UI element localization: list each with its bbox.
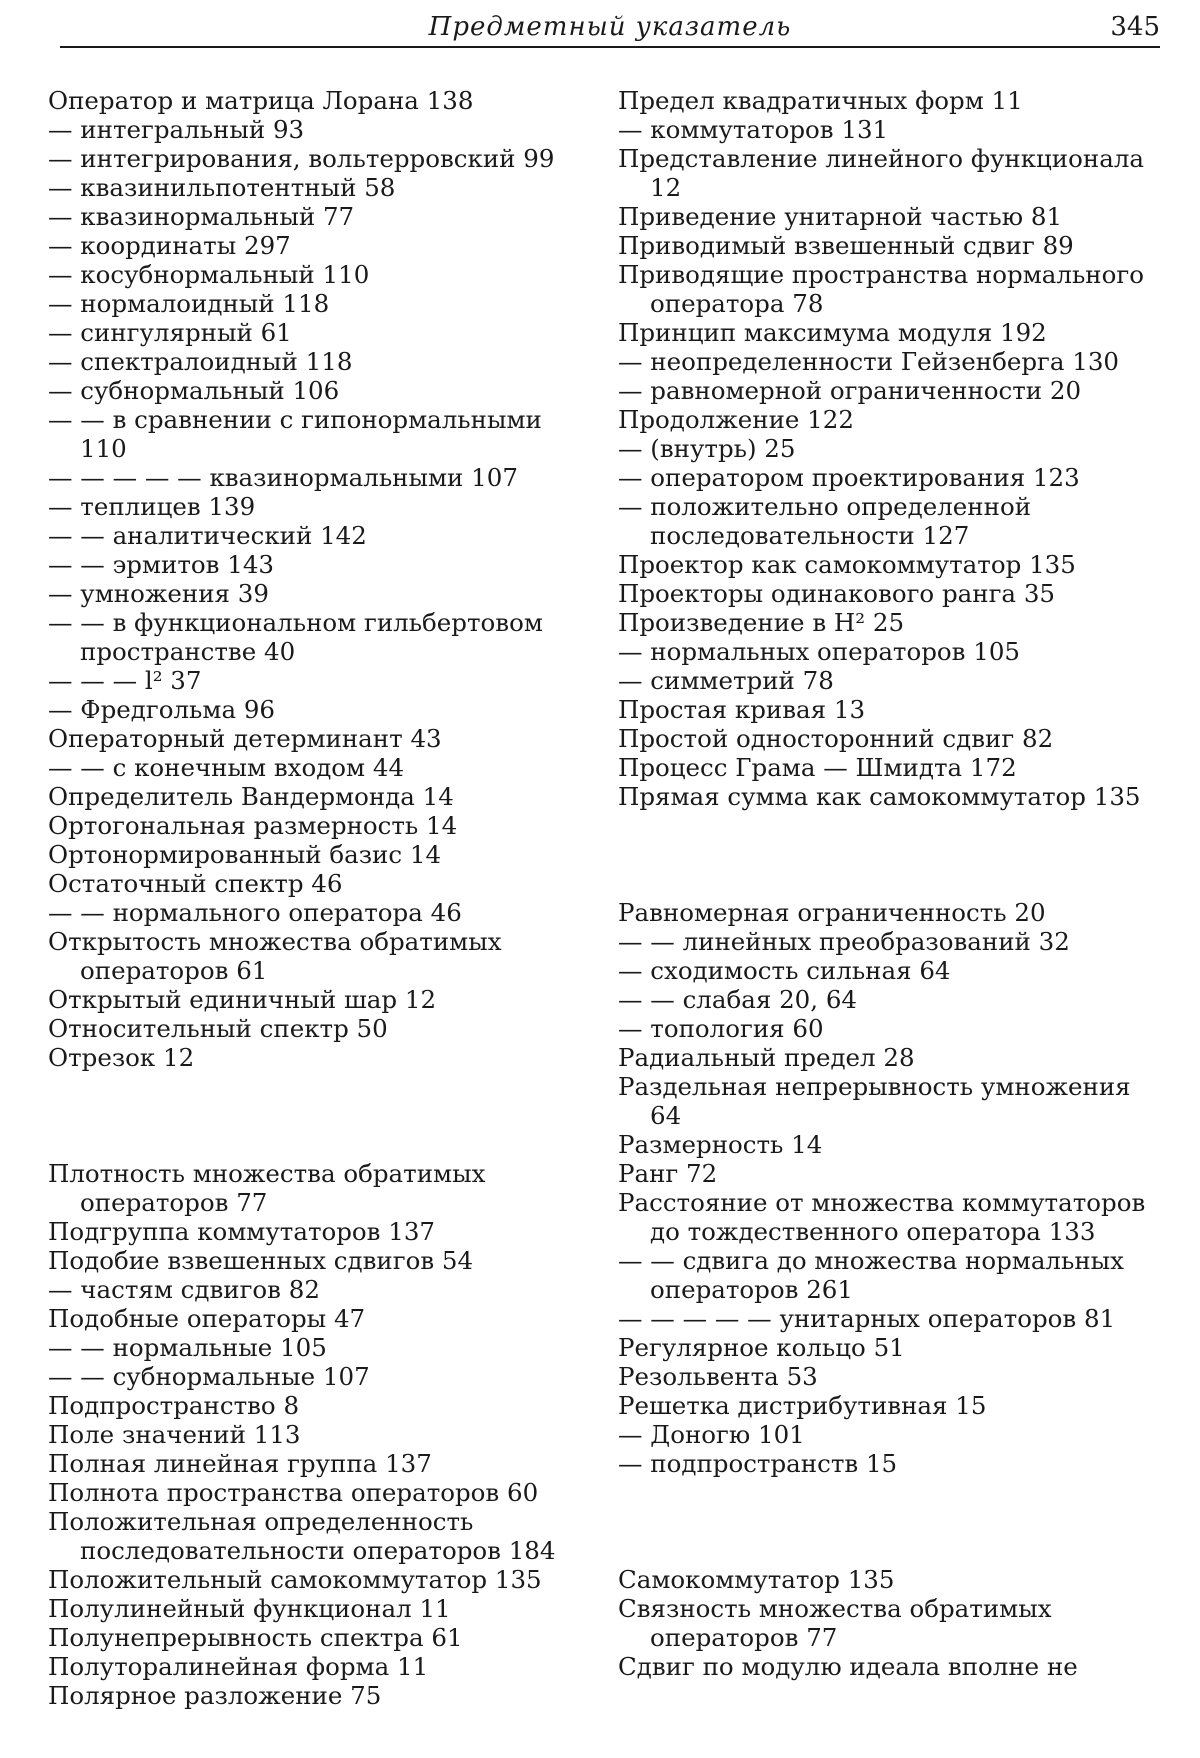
- index-entry: — равномерной ограниченности 20: [618, 376, 1082, 405]
- index-entry: Ранг 72: [618, 1159, 718, 1188]
- index-entry: Остаточный спектр 46: [48, 869, 343, 898]
- running-title: Предметный указатель: [428, 12, 792, 42]
- index-entry: — квазинормальный 77: [48, 202, 355, 231]
- index-entry: Подгруппа коммутаторов 137: [48, 1217, 436, 1246]
- index-entry: Приводящие пространства нормального оператора 78: [618, 260, 1144, 318]
- index-entry: — — — l² 37: [48, 666, 202, 695]
- index-entry: Ортонормированный базис 14: [48, 840, 442, 869]
- index-entry: Резольвента 53: [618, 1362, 818, 1391]
- index-entry: Радиальный предел 28: [618, 1043, 915, 1072]
- index-entry: Расстояние от множества коммутаторов до тождественного оператора 133: [618, 1188, 1146, 1246]
- index-entry: Отрезок 12: [48, 1043, 195, 1072]
- index-entry: — топология 60: [618, 1014, 824, 1043]
- running-header: [60, 8, 1160, 46]
- index-entry: — умножения 39: [48, 579, 269, 608]
- index-entry: — интегрирования, вольтерровский 99: [48, 144, 555, 173]
- page-number: 345: [1110, 12, 1160, 42]
- index-entry: Открытый единичный шар 12: [48, 985, 437, 1014]
- index-entry: Относительный спектр 50: [48, 1014, 388, 1043]
- index-entry: Подобие взвешенных сдвигов 54: [48, 1246, 474, 1275]
- index-entry: — нормальных операторов 105: [618, 637, 1021, 666]
- index-entry: — коммутаторов 131: [618, 115, 889, 144]
- index-entry: Проекторы одинакового ранга 35: [618, 579, 1055, 608]
- index-entry: Равномерная ограниченность 20: [618, 898, 1046, 927]
- index-entry: — — эрмитов 143: [48, 550, 275, 579]
- index-entry: Простая кривая 13: [618, 695, 866, 724]
- index-entry: — сходимость сильная 64: [618, 956, 951, 985]
- index-entry: Полуторалинейная форма 11: [48, 1652, 429, 1681]
- index-entry: — — нормального оператора 46: [48, 898, 462, 927]
- index-entry: Операторный детерминант 43: [48, 724, 442, 753]
- header-rule: [60, 46, 1160, 48]
- index-entry: — — — — — унитарных операторов 81: [618, 1304, 1116, 1333]
- index-entry: Проектор как самокоммутатор 135: [618, 550, 1076, 579]
- index-entry: — симметрий 78: [618, 666, 834, 695]
- index-entry: Процесс Грама — Шмидта 172: [618, 753, 1017, 782]
- index-entry: — — субнормальные 107: [48, 1362, 370, 1391]
- index-entry: Полулинейный функционал 11: [48, 1594, 451, 1623]
- index-entry: Полярное разложение 75: [48, 1681, 382, 1710]
- index-entry: Простой односторонний сдвиг 82: [618, 724, 1054, 753]
- index-entry: Положительная определенность последовательности операторов 184: [48, 1507, 556, 1565]
- index-entry: — спектралоидный 118: [48, 347, 353, 376]
- index-entry: — координаты 297: [48, 231, 291, 260]
- index-entry: Приводимый взвешенный сдвиг 89: [618, 231, 1074, 260]
- index-entry: — положительно определенной последовательности 127: [618, 492, 1032, 550]
- index-entry: Плотность множества обратимых операторов 77: [48, 1159, 486, 1217]
- index-entry: Оператор и матрица Лорана 138: [48, 86, 474, 115]
- index-entry: Подобные операторы 47: [48, 1304, 366, 1333]
- index-entry: — — в сравнении с гипонормальными 110: [48, 405, 542, 463]
- index-entry: — — — — — квазинормальными 107: [48, 463, 518, 492]
- index-entry: — подпространств 15: [618, 1449, 898, 1478]
- index-entry: Раздельная непрерывность умножения 64: [618, 1072, 1131, 1130]
- index-entry: Приведение унитарной частью 81: [618, 202, 1063, 231]
- index-entry: — косубнормальный 110: [48, 260, 370, 289]
- index-column-right: [618, 86, 1163, 1681]
- index-entry: Открытость множества обратимых операторов 61: [48, 927, 502, 985]
- index-entry: — субнормальный 106: [48, 376, 340, 405]
- index-entry: — теплицев 139: [48, 492, 256, 521]
- index-entry: Определитель Вандермонда 14: [48, 782, 454, 811]
- index-entry: — Доногю 101: [618, 1420, 805, 1449]
- index-entry: — частям сдвигов 82: [48, 1275, 320, 1304]
- index-entry: Решетка дистрибутивная 15: [618, 1391, 987, 1420]
- index-entry: — — аналитический 142: [48, 521, 367, 550]
- index-entry: Сдвиг по модулю идеала вполне не: [618, 1652, 1078, 1681]
- index-entry: — — нормальные 105: [48, 1333, 327, 1362]
- index-entry: — оператором проектирования 123: [618, 463, 1080, 492]
- index-entry: Прямая сумма как самокоммутатор 135: [618, 782, 1141, 811]
- index-entry: Принцип максимума модуля 192: [618, 318, 1047, 347]
- index-entry: Подпространство 8: [48, 1391, 300, 1420]
- index-entry: Поле значений 113: [48, 1420, 301, 1449]
- index-entry: Регулярное кольцо 51: [618, 1333, 905, 1362]
- index-entry: Предел квадратичных форм 11: [618, 86, 1023, 115]
- index-entry: Произведение в H² 25: [618, 608, 905, 637]
- index-entry: Положительный самокоммутатор 135: [48, 1565, 542, 1594]
- index-entry: — квазинильпотентный 58: [48, 173, 396, 202]
- index-entry: Полнота пространства операторов 60: [48, 1478, 539, 1507]
- index-entry: Продолжение 122: [618, 405, 854, 434]
- index-entry: — нормалоидный 118: [48, 289, 330, 318]
- index-entry: Связность множества обратимых операторов 77: [618, 1594, 1052, 1652]
- index-entry: — Фредгольма 96: [48, 695, 276, 724]
- index-entry: — (внутрь) 25: [618, 434, 796, 463]
- index-entry: — — в функциональном гильбертовом пространстве 40: [48, 608, 543, 666]
- index-entry: — — сдвига до множества нормальных операторов 261: [618, 1246, 1124, 1304]
- index-entry: Полунепрерывность спектра 61: [48, 1623, 463, 1652]
- index-entry: — — линейных преобразований 32: [618, 927, 1070, 956]
- index-entry: — неопределенности Гейзенберга 130: [618, 347, 1119, 376]
- index-entry: — — с конечным входом 44: [48, 753, 405, 782]
- index-column-left: [48, 86, 588, 1710]
- index-entry: Полная линейная группа 137: [48, 1449, 432, 1478]
- index-entry: Самокоммутатор 135: [618, 1565, 895, 1594]
- index-entry: — сингулярный 61: [48, 318, 292, 347]
- index-entry: Представление линейного функционала 12: [618, 144, 1144, 202]
- index-entry: — интегральный 93: [48, 115, 305, 144]
- index-entry: — — слабая 20, 64: [618, 985, 857, 1014]
- index-entry: Ортогональная размерность 14: [48, 811, 458, 840]
- index-entry: Размерность 14: [618, 1130, 823, 1159]
